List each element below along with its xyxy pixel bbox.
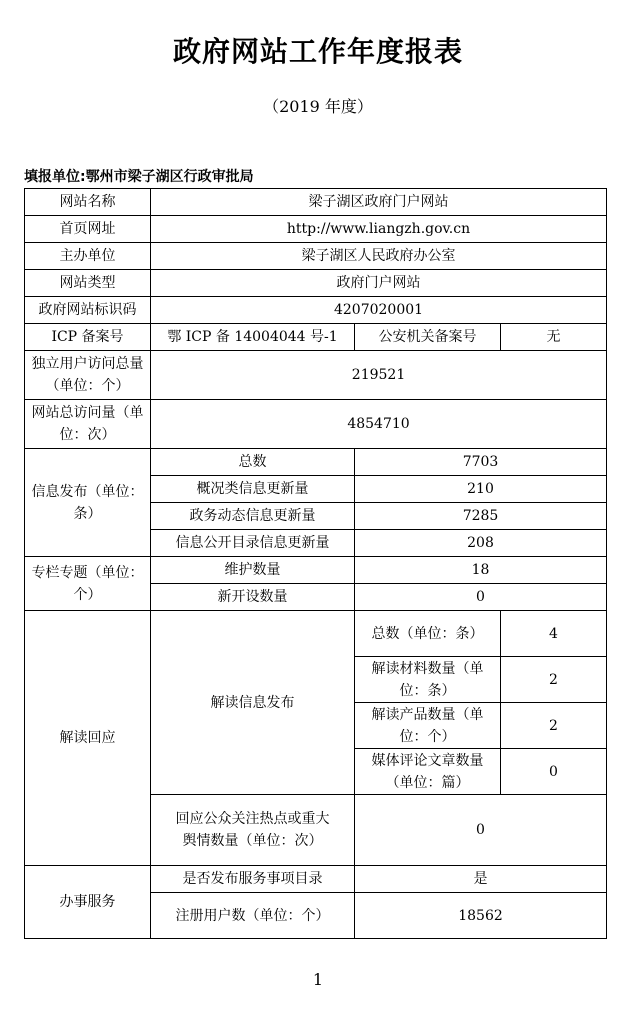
icp-label: ICP 备案号 <box>25 324 151 351</box>
table-row <box>25 270 607 297</box>
page-number: 1 <box>312 970 324 989</box>
service-label: 办事服务 <box>25 866 151 939</box>
service-item-label: 是否发布服务事项目录 <box>151 866 355 893</box>
hot-response-value: 0 <box>355 795 607 866</box>
home-url-value: http://www.liangzh.gov.cn <box>151 216 607 243</box>
page-views-value: 4854710 <box>151 400 607 449</box>
service-item-label: 注册用户数（单位：个） <box>151 893 355 939</box>
interpret-item-label: 解读产品数量（单位：个） <box>355 703 501 749</box>
site-id-value: 4207020001 <box>151 297 607 324</box>
host-value: 梁子湖区人民政府办公室 <box>151 243 607 270</box>
info-publish-label: 信息发布（单位：条） <box>25 449 151 557</box>
interpret-item-value: 0 <box>501 749 607 795</box>
site-type-value: 政府门户网站 <box>151 270 607 297</box>
reporting-unit: 填报单位:鄂州市梁子湖区行政审批局 <box>24 169 254 185</box>
column-topics-label: 专栏专题（单位：个） <box>25 557 151 611</box>
interpret-item-label: 总数（单位：条） <box>355 611 501 657</box>
info-item-value: 208 <box>355 530 607 557</box>
table-row <box>25 216 607 243</box>
unique-visitors-label: 独立用户访问总量（单位：个） <box>25 351 151 400</box>
report-year: （2019 年度） <box>263 97 373 116</box>
report-table <box>24 188 607 939</box>
table-row <box>25 611 607 657</box>
column-item-value: 0 <box>355 584 607 611</box>
interpret-item-value: 4 <box>501 611 607 657</box>
site-name-value: 梁子湖区政府门户网站 <box>151 189 607 216</box>
interpret-response-label: 解读回应 <box>25 611 151 866</box>
table-row <box>25 866 607 893</box>
service-item-value: 18562 <box>355 893 607 939</box>
column-item-label: 维护数量 <box>151 557 355 584</box>
home-url-label: 首页网址 <box>25 216 151 243</box>
info-item-value: 7703 <box>355 449 607 476</box>
column-item-value: 18 <box>355 557 607 584</box>
interpret-publish-label: 解读信息发布 <box>151 611 355 795</box>
table-row <box>25 449 607 476</box>
info-item-label: 概况类信息更新量 <box>151 476 355 503</box>
info-item-value: 7285 <box>355 503 607 530</box>
police-record-value: 无 <box>501 324 607 351</box>
service-item-value: 是 <box>355 866 607 893</box>
site-id-label: 政府网站标识码 <box>25 297 151 324</box>
table-row <box>25 243 607 270</box>
icp-value: 鄂 ICP 备 14004044 号-1 <box>151 324 355 351</box>
table-row <box>25 400 607 449</box>
unique-visitors-value: 219521 <box>151 351 607 400</box>
interpret-item-value: 2 <box>501 657 607 703</box>
interpret-item-label: 解读材料数量（单位：条） <box>355 657 501 703</box>
police-record-label: 公安机关备案号 <box>355 324 501 351</box>
site-name-label: 网站名称 <box>25 189 151 216</box>
info-item-label: 信息公开目录信息更新量 <box>151 530 355 557</box>
column-item-label: 新开设数量 <box>151 584 355 611</box>
host-label: 主办单位 <box>25 243 151 270</box>
info-item-value: 210 <box>355 476 607 503</box>
table-row <box>25 324 607 351</box>
site-type-label: 网站类型 <box>25 270 151 297</box>
table-row <box>25 351 607 400</box>
report-title: 政府网站工作年度报表 <box>172 35 463 68</box>
table-row <box>25 297 607 324</box>
hot-response-label: 回应公众关注热点或重大舆情数量（单位：次） <box>151 795 355 866</box>
table-row <box>25 557 607 584</box>
interpret-item-value: 2 <box>501 703 607 749</box>
table-row <box>25 189 607 216</box>
info-item-label: 总数 <box>151 449 355 476</box>
page-views-label: 网站总访问量（单位：次） <box>25 400 151 449</box>
info-item-label: 政务动态信息更新量 <box>151 503 355 530</box>
interpret-item-label: 媒体评论文章数量（单位：篇） <box>355 749 501 795</box>
